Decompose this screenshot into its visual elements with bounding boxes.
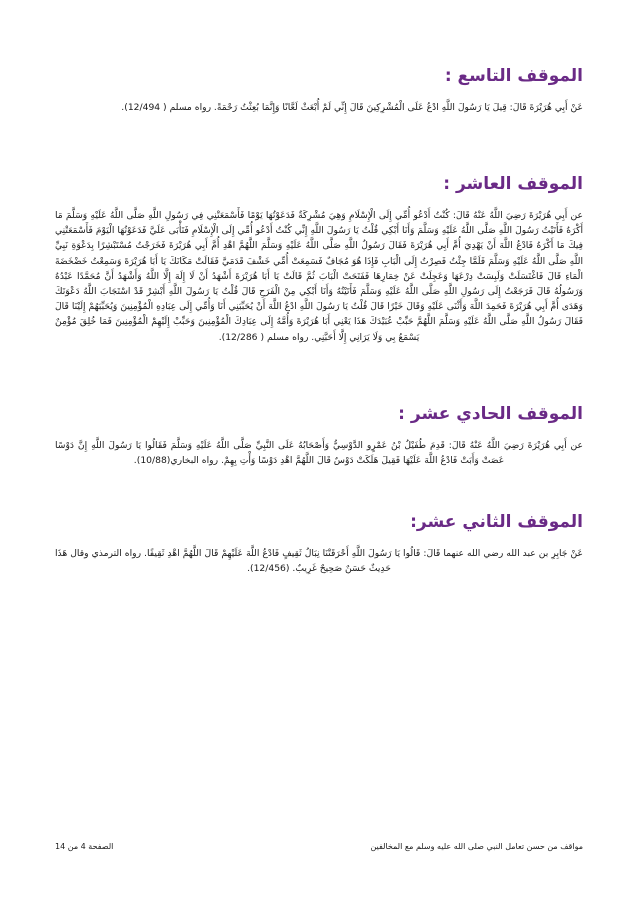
section-heading: الموقف الثاني عشر: [410, 512, 583, 532]
section-ninth-situation [55, 66, 583, 115]
page-footer [55, 842, 583, 858]
section-heading: الموقف الحادي عشر : [398, 404, 583, 424]
section-heading: الموقف العاشر : [443, 174, 583, 194]
section-heading: الموقف التاسع : [444, 66, 583, 86]
section-body: عَنْ جَابِرِ بن عبد الله رضي الله عنهما قَالَ: قَالُوا يَا رَسُولَ اللَّهِ أَحْرَقَتْنَا نِبَالُ ثَقِيفٍ فَادْعُ اللَّهَ عَلَيْهِمْ قَالَ اللَّهُمَّ اهْدِ ثَقِيفًا. رواه الترمذي وقال هَذَا حَدِيثٌ حَسَنٌ صَحِيحٌ غَرِيبٌ. (12/456). [55, 548, 583, 575]
footer-document-title: مواقف من حسن تعامل النبي صلى الله عليه وسلم مع المخالفين [370, 842, 583, 851]
section-body: عن أَبِي هُرَيْرَةَ رَضِيَ اللَّهُ عَنْهُ قَالَ: كُنْتُ أَدْعُو أُمِّي إِلَى الْإِسْلَامِ وَهِيَ مُشْرِكَةٌ فَدَعَوْتُهَا يَوْمًا فَأَسْمَعَتْنِي فِي رَسُولِ اللَّهِ صَلَّى اللَّهُ عَلَيْهِ وَسَلَّمَ مَا أَكْرَهُ فَأَتَيْتُ رَسُولَ اللَّهِ صَلَّى اللَّهُ عَلَيْهِ وَسَلَّمَ وَأَنَا أَبْكِي قُلْتُ يَا رَسُولَ اللَّهِ إِنِّي كُنْتُ أَدْعُو أُمِّي إِلَى الْإِسْلَامِ فَتَأْبَى عَلَيَّ فَدَعَوْتُهَا الْيَوْمَ فَأَسْمَعَتْنِي فِيكَ مَا أَكْرَهُ فَادْعُ اللَّهَ أَنْ يَهْدِيَ أُمَّ أَبِي هُرَيْرَةَ فَقَالَ رَسُولُ اللَّهِ صَلَّى اللَّهُ عَلَيْهِ وَسَلَّمَ اللَّهُمَّ اهْدِ أُمَّ أَبِي هُرَيْرَةَ فَخَرَجْتُ مُسْتَبْشِرًا بِدَعْوَةِ نَبِيِّ اللَّهِ صَلَّى اللَّهُ عَلَيْهِ وَسَلَّمَ فَلَمَّا جِئْتُ فَصِرْتُ إِلَى الْبَابِ فَإِذَا هُوَ مُجَافٌ فَسَمِعَتْ أُمِّي خَشْفَ قَدَمَيَّ فَقَالَتْ مَكَانَكَ يَا أَبَا هُرَيْرَةَ وَسَمِعْتُ خَضْخَضَةَ الْمَاءِ قَالَ فَاغْتَسَلَتْ وَلَبِسَتْ دِرْعَهَا وَعَجِلَتْ عَنْ خِمَارِهَا فَفَتَحَتْ الْبَابَ ثُمَّ قَالَتْ يَا أَبَا هُرَيْرَةَ أَشْهَدُ أَنْ لَا إِلَهَ إِلَّا اللَّهُ وَأَشْهَدُ أَنَّ مُحَمَّدًا عَبْدُهُ وَرَسُولُهُ قَالَ فَرَجَعْتُ إِلَى رَسُولِ اللَّهِ صَلَّى اللَّهُ عَلَيْهِ وَسَلَّمَ فَأَتَيْتُهُ وَأَنَا أَبْكِي مِنْ الْفَرَحِ قَالَ قُلْتُ يَا رَسُولَ اللَّهِ أَبْشِرْ قَدْ اسْتَجَابَ اللَّهُ دَعْوَتَكَ وَهَدَى أُمَّ أَبِي هُرَيْرَةَ فَحَمِدَ اللَّهَ وَأَثْنَى عَلَيْهِ وَقَالَ خَيْرًا قَالَ قُلْتُ يَا رَسُولَ اللَّهِ ادْعُ اللَّهَ أَنْ يُحَبِّبَنِي أَنَا وَأُمِّي إِلَى عِبَادِهِ الْمُؤْمِنِينَ وَيُحَبِّبَهُمْ إِلَيْنَا قَالَ فَقَالَ رَسُولُ اللَّهِ صَلَّى اللَّهُ عَلَيْهِ وَسَلَّمَ اللَّهُمَّ حَبِّبْ عُبَيْدَكَ هَذَا يَعْنِي أَبَا هُرَيْرَةَ وَأُمَّهُ إِلَى عِبَادِكَ الْمُؤْمِنِينَ وَحَبِّبْ إِلَيْهِمْ الْمُؤْمِنِينَ فَمَا خُلِقَ مُؤْمِنٌ يَسْمَعُ بِي وَلَا يَرَانِي إِلَّا أَحَبَّنِي. رواه مسلم ( 12/286). [55, 210, 583, 343]
section-twelfth-situation [55, 512, 583, 576]
footer-page-number: الصفحة 4 من 14 [55, 842, 114, 851]
section-body: عن أَبِي هُرَيْرَةَ رَضِيَ اللَّهُ عَنْهُ قَالَ: قَدِمَ طُفَيْلُ بْنُ عَمْرٍو الدَّوْسِيُّ وَأَصْحَابُهُ عَلَى النَّبِيِّ صَلَّى اللَّهُ عَلَيْهِ وَسَلَّمَ فَقَالُوا يَا رَسُولَ اللَّهِ إِنَّ دَوْسًا عَصَتْ وَأَبَتْ فَادْعُ اللَّهَ عَلَيْهَا فَقِيلَ هَلَكَتْ دَوْسٌ قَالَ اللَّهُمَّ اهْدِ دَوْسًا وَأْتِ بِهِمْ. رواه البخاري(10/88). [55, 440, 583, 467]
section-tenth-situation [55, 174, 583, 345]
section-eleventh-situation [55, 404, 583, 468]
section-body: عَنْ أَبِي هُرَيْرَةَ قَالَ: قِيلَ يَا رَسُولَ اللَّهِ ادْعُ عَلَى الْمُشْرِكِينَ قَالَ إِنِّي لَمْ أُبْعَثْ لَعَّانًا وَإِنَّمَا بُعِثْتُ رَحْمَةً. رواه مسلم ( 12/494). [121, 102, 583, 113]
